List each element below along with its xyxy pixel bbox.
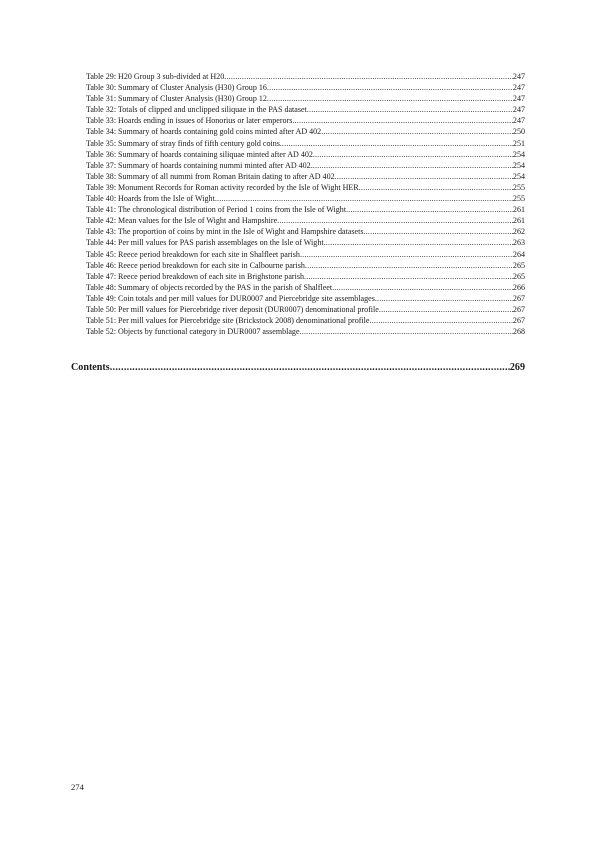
toc-entry-label: Table 35: Summary of stray finds of fifth century gold coins. <box>86 138 282 148</box>
toc-entry-label: Table 36: Summary of hoards containing siliquae minted after AD 402. <box>86 149 315 159</box>
dot-leader <box>300 249 513 260</box>
dot-leader <box>307 104 513 115</box>
dot-leader <box>324 237 513 248</box>
toc-entry-label: Table 30: Summary of Cluster Analysis (H30) Group 16 <box>86 83 267 93</box>
toc-entry[interactable] <box>86 182 525 193</box>
toc-entry-label: Table 46: Reece period breakdown for each site in Calbourne parish <box>86 260 305 270</box>
toc-entry-page: 262 <box>512 227 525 237</box>
toc-entry-page: 261 <box>512 205 525 215</box>
dot-leader <box>304 271 513 282</box>
toc-entry[interactable] <box>86 160 525 171</box>
toc-entry-page: 263 <box>512 238 525 248</box>
toc-entry-page: 247 <box>512 72 525 81</box>
toc-entry-label: Table 42: Mean values for the Isle of Wight and Hampshire <box>86 216 278 226</box>
toc-entry-page: 267 <box>512 293 525 303</box>
toc-entry[interactable] <box>86 326 525 337</box>
toc-entry[interactable] <box>86 260 525 271</box>
toc-entry[interactable] <box>86 215 525 226</box>
toc-entry-label: Contents <box>71 362 110 373</box>
dot-leader <box>215 193 513 204</box>
toc-entry-page: 269 <box>509 362 525 373</box>
toc-entry-page: 268 <box>512 327 525 337</box>
dot-leader <box>300 326 513 337</box>
toc-entry-label: Table 37: Summary of hoards containing nummi minted after AD 402. <box>86 160 313 170</box>
toc-entry[interactable] <box>86 282 525 293</box>
toc-entry[interactable] <box>86 138 525 149</box>
toc-entry[interactable] <box>86 126 525 137</box>
toc-entry-label: Table 43: The proportion of coins by mint in the Isle of Wight and Hampshire datasets <box>86 227 364 237</box>
toc-entry[interactable] <box>86 82 525 93</box>
toc-entry-page: 267 <box>512 316 525 326</box>
toc-entry-label: Table 51: Per mill values for Piercebridge site (Brickstock 2008) denominational profile <box>86 316 370 326</box>
toc-entry-label: Table 40: Hoards from the Isle of Wight <box>86 194 215 204</box>
toc-entry-label: Table 49: Coin totals and per mill values for DUR0007 and Piercebridge site assemblages <box>86 293 375 303</box>
toc-entry-label: Table 39: Monument Records for Roman activity recorded by the Isle of Wight HER <box>86 182 359 192</box>
table-of-contents-list <box>86 71 525 337</box>
toc-entry-page: 254 <box>512 149 525 159</box>
toc-entry-page: 255 <box>512 182 525 192</box>
toc-entry-label: Table 41: The chronological distribution of Period 1 coins from the Isle of Wight <box>86 205 347 215</box>
toc-entry-page: 264 <box>512 249 525 259</box>
toc-entry[interactable] <box>86 304 525 315</box>
toc-entry[interactable] <box>86 226 525 237</box>
page-number: 274 <box>71 782 84 792</box>
toc-entry[interactable] <box>86 293 525 304</box>
toc-entry[interactable] <box>86 115 525 126</box>
toc-entry[interactable] <box>86 237 525 248</box>
toc-entry-page: 247 <box>512 94 525 104</box>
toc-entry[interactable] <box>86 249 525 260</box>
dot-leader <box>313 160 513 171</box>
toc-entry-label: Table 52: Objects by functional category in DUR0007 assemblage <box>86 327 300 337</box>
toc-entry-label: Table 38: Summary of all nummi from Roman Britain dating to after AD 402 <box>86 171 335 181</box>
toc-entry-label: Table 34: Summary of hoards containing gold coins minted after AD 402 <box>86 127 322 137</box>
toc-entry[interactable] <box>86 315 525 326</box>
dot-leader <box>369 315 512 326</box>
toc-entry-page: 267 <box>512 304 525 314</box>
toc-entry-label: Table 31: Summary of Cluster Analysis (H30) Group 12 <box>86 94 267 104</box>
dot-leader <box>267 82 513 93</box>
dot-leader <box>282 138 513 149</box>
toc-entry-label: Table 32: Totals of clipped and unclipped siliquae in the PAS dataset <box>86 105 307 115</box>
dot-leader <box>267 93 513 104</box>
dot-leader <box>346 204 513 215</box>
dot-leader <box>224 71 513 82</box>
dot-leader <box>332 282 513 293</box>
toc-entry[interactable] <box>86 71 525 82</box>
toc-entry[interactable] <box>86 149 525 160</box>
toc-entry-label: Table 45: Reece period breakdown for each site in Shalfleet parish <box>86 249 300 259</box>
dot-leader <box>305 260 513 271</box>
toc-entry-page: 265 <box>512 271 525 281</box>
toc-entry-page: 247 <box>512 116 525 126</box>
toc-entry-page: 254 <box>512 171 525 181</box>
toc-entry-page: 255 <box>512 194 525 204</box>
toc-entry-page: 251 <box>512 138 525 148</box>
toc-entry-page: 265 <box>512 260 525 270</box>
dot-leader <box>321 126 513 137</box>
dot-leader <box>359 182 513 193</box>
toc-entry[interactable] <box>86 193 525 204</box>
toc-entry-page: 250 <box>512 127 525 137</box>
toc-entry-page: 247 <box>512 105 525 115</box>
toc-entry-label: Table 48: Summary of objects recorded by the PAS in the parish of Shalfleet <box>86 282 333 292</box>
dot-leader <box>315 149 513 160</box>
toc-entry[interactable] <box>86 271 525 282</box>
toc-entry[interactable] <box>86 171 525 182</box>
toc-entry-page: 254 <box>512 160 525 170</box>
toc-entry-page: 247 <box>512 83 525 93</box>
toc-entry[interactable] <box>86 204 525 215</box>
toc-entry-label: Table 47: Reece period breakdown of each site in Brighstone parish <box>86 271 304 281</box>
dot-leader <box>277 215 513 226</box>
toc-entry-label: Table 50: Per mill values for Piercebridge river deposit (DUR0007) denominational profile <box>86 304 379 314</box>
toc-entry-contents[interactable] <box>71 361 525 375</box>
dot-leader <box>292 115 513 126</box>
dot-leader <box>335 171 513 182</box>
toc-entry[interactable] <box>86 104 525 115</box>
dot-leader <box>379 304 513 315</box>
toc-entry-label: Table 29: H20 Group 3 sub-divided at H20 <box>86 72 225 81</box>
toc-entry[interactable] <box>86 93 525 104</box>
dot-leader <box>375 293 513 304</box>
toc-entry-label: Table 44: Per mill values for PAS parish assemblages on the Isle of Wight <box>86 238 324 248</box>
toc-entry-page: 266 <box>512 282 525 292</box>
dot-leader <box>364 226 513 237</box>
dot-leader <box>110 361 510 375</box>
toc-entry-label: Table 33: Hoards ending in issues of Honorius or later emperors <box>86 116 293 126</box>
toc-entry-page: 261 <box>512 216 525 226</box>
